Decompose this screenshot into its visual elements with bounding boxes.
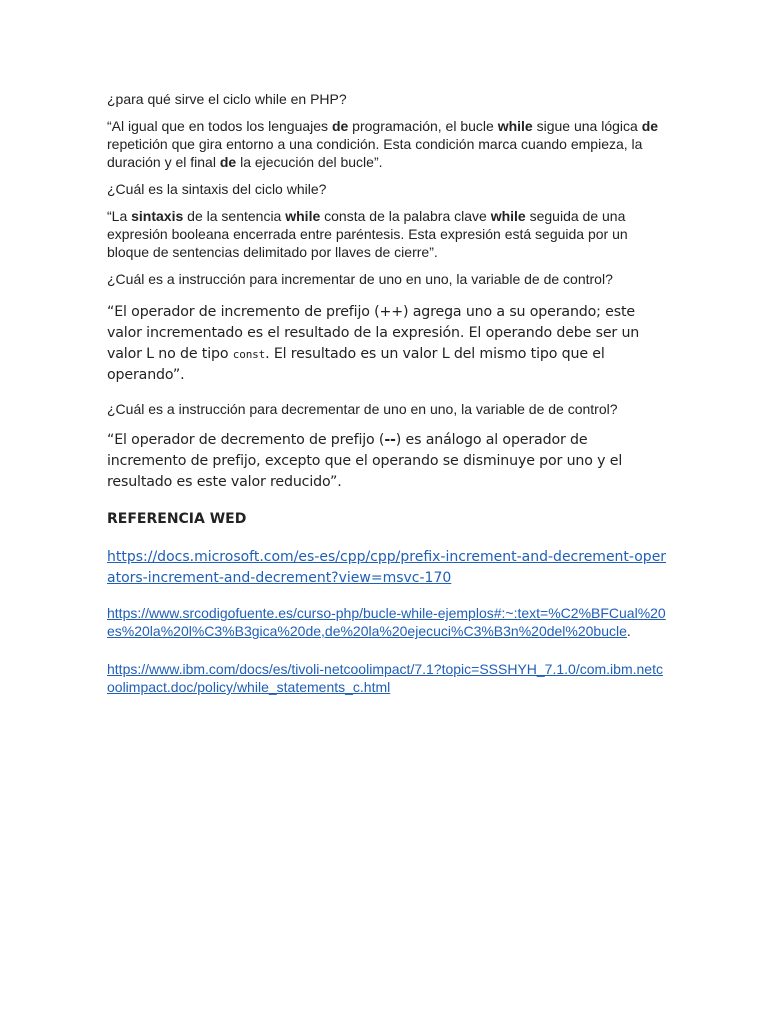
- text-segment: ) es análogo al operador de incremento de prefijo, excepto que el operando se disminuye por uno y el resultado es este valor reducido”.: [107, 432, 623, 490]
- reference-link-microsoft[interactable]: https://docs.microsoft.com/es-es/cpp/cpp/prefix-increment-and-decrement-operators-increment-and-decrement?view=msvc-170: [107, 549, 667, 586]
- link-suffix: .: [626, 623, 631, 639]
- reference-link-block-ibm: [107, 660, 667, 696]
- bold-segment: sintaxis: [131, 208, 184, 224]
- question-while-syntax: ¿Cuál es la sintaxis del ciclo while?: [107, 181, 327, 197]
- text-segment: sigue una lógica: [532, 118, 642, 134]
- bold-segment: de: [219, 154, 237, 170]
- bold-segment: de: [641, 118, 659, 134]
- text-segment: . El resultado es un valor L del mismo tipo que el operando”.: [107, 346, 605, 383]
- reference-link-srcodigofuente[interactable]: https://www.srcodigofuente.es/curso-php/bucle-while-ejemplos#:~:text=%C2%BFCual%20es%20la%20l%C3%B3gica%20de,de%20la%20ejecuci%C3%B3n%20del%20bucle: [107, 605, 666, 639]
- bold-segment: while: [497, 118, 533, 134]
- question-increment: ¿Cuál es a instrucción para incrementar de uno en uno, la variable de de control?: [107, 271, 613, 287]
- text-segment: “El operador de incremento de prefijo (++) agrega uno a su operando; este valor incrementado es el resultado de la expresión. El operando debe ser un valor L no de tipo: [107, 304, 640, 362]
- text-segment: “El operador de decremento de prefijo (: [107, 432, 385, 448]
- bold-segment: while: [490, 208, 526, 224]
- text-segment: “Al igual que en todos los lenguajes: [107, 118, 332, 134]
- bold-segment: de: [331, 118, 349, 134]
- text-segment: seguida de una expresión booleana encerrada entre paréntesis. Esta expresión está seguida por un bloque de sentencias delimitado por llaves de cierre”.: [107, 208, 628, 260]
- answer-while-syntax: [107, 207, 667, 261]
- question-php-while: ¿para qué sirve el ciclo while en PHP?: [107, 91, 347, 107]
- question-decrement: ¿Cuál es a instrucción para decrementar de uno en uno, la variable de de control?: [107, 401, 618, 417]
- reference-heading: REFERENCIA WED: [107, 511, 247, 527]
- document-page: [107, 90, 667, 696]
- answer-increment: [107, 302, 667, 386]
- text-segment: programación, el bucle: [348, 118, 498, 134]
- text-segment: “La: [107, 208, 132, 224]
- answer-php-while: [107, 117, 667, 171]
- answer-decrement: [107, 430, 667, 493]
- text-segment: consta de la palabra clave: [320, 208, 491, 224]
- reference-link-ibm[interactable]: https://www.ibm.com/docs/es/tivoli-netcoolimpact/7.1?topic=SSSHYH_7.1.0/com.ibm.netcoolimpact.doc/policy/while_statements_c.html: [107, 661, 663, 695]
- text-segment: repetición que gira entorno a una condición. Esta condición marca cuando empieza, la duración y el final: [107, 136, 643, 170]
- reference-link-block-srcodigo: [107, 604, 667, 640]
- text-segment: la ejecución del bucle”.: [236, 154, 383, 170]
- code-segment: const: [232, 348, 266, 361]
- text-segment: de la sentencia: [183, 208, 286, 224]
- bold-segment: while: [285, 208, 321, 224]
- bold-segment: --: [384, 432, 396, 448]
